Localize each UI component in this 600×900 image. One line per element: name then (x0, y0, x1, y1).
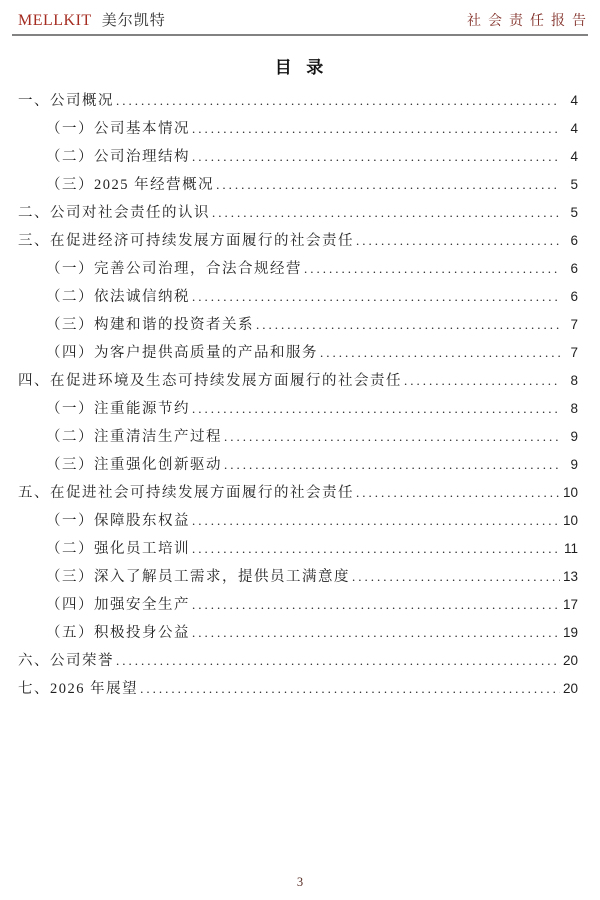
toc-entry[interactable] (18, 87, 578, 115)
toc-entry[interactable] (18, 339, 578, 367)
toc-entry-label: （三）深入了解员工需求，提供员工满意度 (46, 569, 350, 585)
toc-entry[interactable] (18, 199, 578, 227)
toc-entry[interactable] (18, 367, 578, 395)
toc-entry-page: 7 (570, 345, 578, 360)
toc-leader-dots (138, 675, 560, 703)
toc-leader-dots (302, 255, 560, 283)
toc-entry[interactable] (18, 283, 578, 311)
header-divider (12, 34, 588, 36)
toc-entry-label: 二、公司对社会责任的认识 (18, 205, 210, 221)
toc-entry-label: （一）完善公司治理，合法合规经营 (46, 261, 302, 277)
toc-leader-dots (190, 395, 560, 423)
toc-entry-page: 4 (570, 121, 578, 136)
toc-entry-page: 20 (562, 681, 578, 696)
toc-entry-label: （一）注重能源节约 (46, 401, 190, 417)
toc-entry-page: 4 (570, 93, 578, 108)
toc-entry-page: 4 (570, 149, 578, 164)
toc-leader-dots (190, 619, 560, 647)
toc-entry-page: 17 (562, 597, 578, 612)
toc-entry-label: 五、在促进社会可持续发展方面履行的社会责任 (18, 485, 354, 501)
brand-name-chinese: 美尔凯特 (101, 13, 166, 29)
toc-entry-page: 5 (570, 205, 578, 220)
toc-entry[interactable] (18, 255, 578, 283)
toc-entry[interactable] (18, 675, 578, 703)
toc-entry-page: 8 (570, 401, 578, 416)
toc-leader-dots (222, 423, 560, 451)
toc-entry-label: 七、2026 年展望 (18, 681, 139, 697)
brand-logo-text: MELLKIT (18, 12, 92, 29)
toc-entry-label: 一、公司概况 (18, 93, 114, 109)
toc-entry-page: 6 (570, 261, 578, 276)
toc-entry-label: （二）强化员工培训 (46, 541, 190, 557)
header-brand (18, 9, 166, 30)
toc-entry-label: （二）依法诚信纳税 (46, 289, 190, 305)
toc-entry[interactable] (18, 479, 578, 507)
toc-entry[interactable] (18, 647, 578, 675)
toc-leader-dots (210, 199, 560, 227)
toc-entry[interactable] (18, 423, 578, 451)
toc-entry[interactable] (18, 227, 578, 255)
toc-leader-dots (318, 339, 560, 367)
toc-entry-page: 8 (570, 373, 578, 388)
toc-entry[interactable] (18, 563, 578, 591)
toc-leader-dots (350, 563, 560, 591)
toc-entry-page: 10 (562, 485, 578, 500)
toc-entry-page: 20 (562, 653, 578, 668)
toc-entry-label: （三）构建和谐的投资者关系 (46, 317, 254, 333)
toc-entry-page: 10 (562, 513, 578, 528)
toc-entry[interactable] (18, 451, 578, 479)
table-of-contents (0, 87, 600, 703)
toc-leader-dots (354, 227, 560, 255)
toc-leader-dots (214, 171, 560, 199)
toc-entry-page: 5 (570, 177, 578, 192)
toc-leader-dots (114, 87, 560, 115)
toc-entry-label: （三）注重强化创新驱动 (46, 457, 222, 473)
header-doc-title: 社会责任报告 (467, 14, 593, 29)
page-title: 目 录 (274, 58, 326, 77)
toc-leader-dots (402, 367, 560, 395)
toc-leader-dots (190, 283, 560, 311)
toc-leader-dots (190, 143, 560, 171)
toc-leader-dots (190, 535, 560, 563)
toc-entry-label: （一）公司基本情况 (46, 121, 190, 137)
toc-entry-page: 19 (562, 625, 578, 640)
toc-entry-page: 9 (570, 429, 578, 444)
toc-entry[interactable] (18, 535, 578, 563)
toc-entry-label: （三）2025 年经营概况 (46, 177, 215, 193)
toc-leader-dots (190, 507, 560, 535)
toc-entry-label: 六、公司荣誉 (18, 653, 114, 669)
toc-entry[interactable] (18, 507, 578, 535)
toc-entry-page: 6 (570, 233, 578, 248)
toc-entry-label: （二）公司治理结构 (46, 149, 190, 165)
toc-leader-dots (114, 647, 560, 675)
page-footer (0, 873, 600, 900)
toc-entry[interactable] (18, 591, 578, 619)
toc-leader-dots (254, 311, 560, 339)
toc-entry-label: （一）保障股东权益 (46, 513, 190, 529)
toc-entry-label: （二）注重清洁生产过程 (46, 429, 222, 445)
toc-entry-label: （五）积极投身公益 (46, 625, 190, 641)
toc-entry[interactable] (18, 115, 578, 143)
toc-entry-label: 三、在促进经济可持续发展方面履行的社会责任 (18, 233, 354, 249)
toc-entry[interactable] (18, 311, 578, 339)
toc-entry-label: （四）为客户提供高质量的产品和服务 (46, 345, 318, 361)
toc-entry-page: 9 (570, 457, 578, 472)
toc-entry-page: 6 (570, 289, 578, 304)
page-number: 3 (296, 875, 304, 889)
toc-leader-dots (354, 479, 560, 507)
toc-entry[interactable] (18, 395, 578, 423)
toc-entry-page: 13 (562, 569, 578, 584)
toc-entry-label: 四、在促进环境及生态可持续发展方面履行的社会责任 (18, 373, 402, 389)
toc-entry-page: 11 (563, 541, 578, 556)
toc-entry-page: 7 (570, 317, 578, 332)
toc-entry[interactable] (18, 143, 578, 171)
toc-leader-dots (222, 451, 560, 479)
toc-entry-label: （四）加强安全生产 (46, 597, 190, 613)
toc-leader-dots (190, 115, 560, 143)
toc-entry[interactable] (18, 171, 578, 199)
page-header (0, 0, 600, 30)
toc-entry[interactable] (18, 619, 578, 647)
toc-leader-dots (190, 591, 560, 619)
